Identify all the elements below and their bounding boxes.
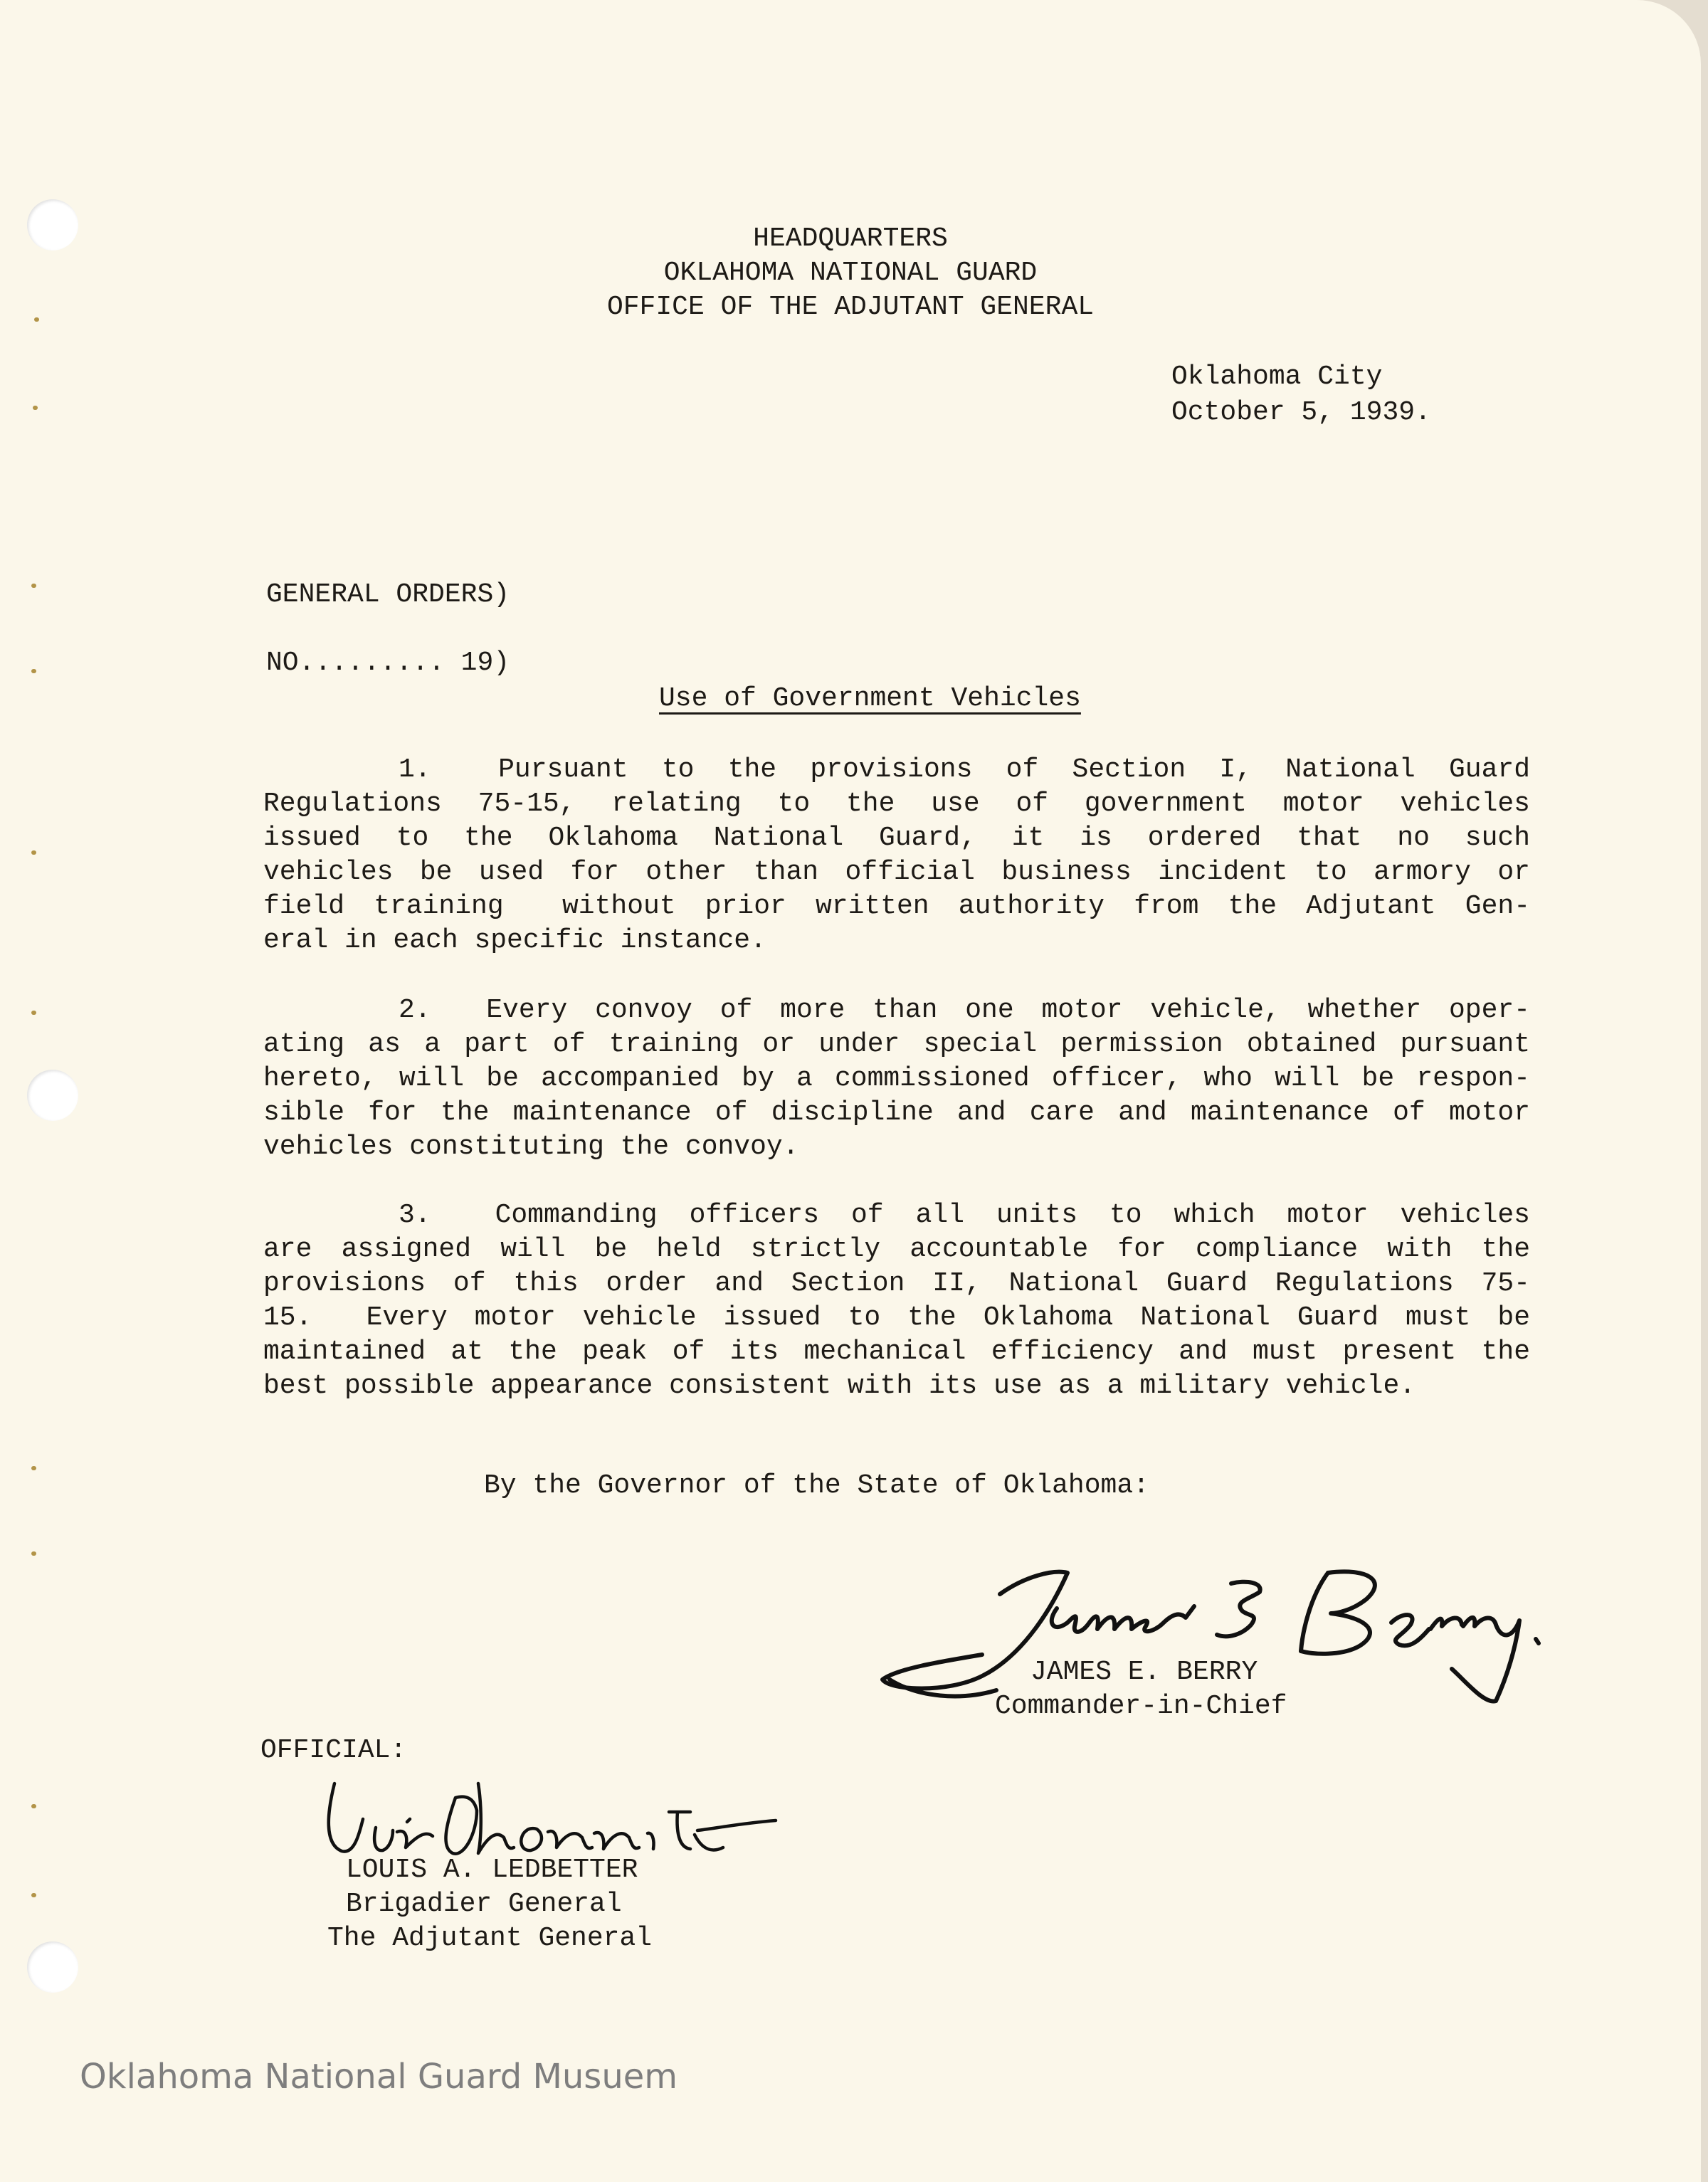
paragraph-line: vehicles constituting the convoy. bbox=[263, 1132, 799, 1162]
paper-speck bbox=[31, 584, 36, 588]
paragraph-line: issued to the Oklahoma National Guard, it is ordered that no such bbox=[263, 823, 1530, 853]
punch-hole bbox=[27, 1941, 78, 1993]
paragraph-line: eral in each specific instance. bbox=[263, 925, 766, 956]
paragraph-1 bbox=[263, 753, 1530, 958]
paper-speck bbox=[33, 406, 38, 410]
paper-speck bbox=[31, 1011, 36, 1015]
letterhead-line-2: OKLAHOMA NATIONAL GUARD bbox=[663, 258, 1038, 288]
paragraph-line: field training without prior written authority from the Adjutant Gen- bbox=[263, 891, 1530, 922]
letterhead-line-3: OFFICE OF THE ADJUTANT GENERAL bbox=[606, 292, 1095, 322]
governor-name: JAMES E. BERRY bbox=[1030, 1657, 1258, 1687]
official-label: OFFICIAL: bbox=[260, 1735, 407, 1766]
paragraph-line: 3. Commanding officers of all units to which motor vehicles bbox=[399, 1200, 1530, 1230]
paper-speck bbox=[31, 1551, 36, 1556]
museum-watermark: Oklahoma National Guard Musuem bbox=[80, 2057, 678, 2097]
official-rank: Brigadier General bbox=[346, 1889, 622, 1919]
paper-speck bbox=[31, 850, 36, 855]
paragraph-line: vehicles be used for other than official business incident to armory or bbox=[263, 857, 1530, 887]
subject-title: Use of Government Vehicles bbox=[659, 683, 1081, 714]
paper-speck bbox=[31, 1466, 36, 1470]
order-number: NO......... 19) bbox=[266, 648, 510, 678]
paragraph-line: hereto, will be accompanied by a commissioned officer, who will be respon- bbox=[263, 1063, 1530, 1094]
governor-title: Commander-in-Chief bbox=[995, 1691, 1287, 1722]
letterhead-line-1: HEADQUARTERS bbox=[753, 223, 948, 254]
paper-speck bbox=[31, 669, 36, 673]
general-orders-label: GENERAL ORDERS) bbox=[266, 579, 510, 610]
paragraph-line: 1. Pursuant to the provisions of Section I, National Guard bbox=[399, 754, 1530, 785]
punch-hole bbox=[27, 1070, 78, 1121]
official-name: LOUIS A. LEDBETTER bbox=[346, 1855, 638, 1885]
paragraph-line: 15. Every motor vehicle issued to the Oklahoma National Guard must be bbox=[263, 1302, 1530, 1333]
paragraph-2 bbox=[263, 994, 1530, 1164]
paragraph-line: ating as a part of training or under special permission obtained pursuant bbox=[263, 1029, 1530, 1060]
paragraph-line: sible for the maintenance of discipline and care and maintenance of motor bbox=[263, 1097, 1530, 1128]
paragraph-line: Regulations 75-15, relating to the use of government motor vehicles bbox=[263, 789, 1530, 819]
dateline-place: Oklahoma City bbox=[1171, 362, 1383, 392]
paper-speck bbox=[31, 1893, 36, 1897]
paragraph-3 bbox=[263, 1198, 1530, 1403]
paragraph-line: are assigned will be held strictly accountable for compliance with the bbox=[263, 1234, 1530, 1265]
authority-line: By the Governor of the State of Oklahoma: bbox=[484, 1470, 1149, 1501]
official-title: The Adjutant General bbox=[327, 1923, 653, 1954]
paragraph-line: best possible appearance consistent with its use as a military vehicle. bbox=[263, 1371, 1416, 1401]
paragraph-line: maintained at the peak of its mechanical efficiency and must present the bbox=[263, 1337, 1530, 1367]
dateline-date: October 5, 1939. bbox=[1171, 397, 1431, 428]
paragraph-line: 2. Every convoy of more than one motor vehicle, whether oper- bbox=[399, 995, 1530, 1026]
paragraph-line: provisions of this order and Section II, National Guard Regulations 75- bbox=[263, 1268, 1530, 1299]
paper-speck bbox=[31, 1804, 36, 1808]
